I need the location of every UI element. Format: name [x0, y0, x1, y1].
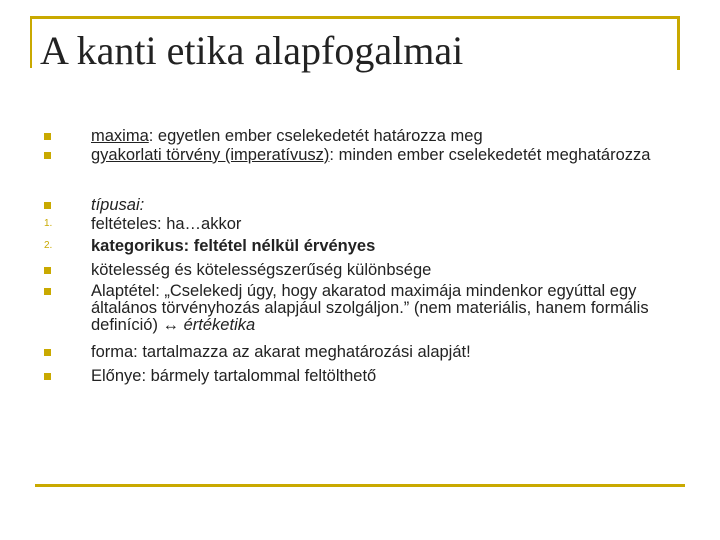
list-item-text: gyakorlati törvény (imperatívusz)	[91, 146, 330, 164]
list-item-text: : egyetlen ember cselekedetét határozza meg	[148, 127, 483, 145]
list-item	[91, 197, 651, 214]
square-bullet-icon	[44, 264, 58, 278]
list-item-text: kategorikus: feltétel nélkül érvényes	[91, 237, 376, 255]
list-item	[91, 344, 651, 361]
list-item-text: értéketika	[183, 316, 256, 334]
list-item	[91, 128, 651, 145]
list-number	[44, 218, 58, 232]
square-bullet-icon	[44, 370, 58, 384]
square-bullet-icon	[44, 149, 58, 163]
list-number	[44, 240, 58, 254]
square-bullet-shape	[44, 288, 51, 295]
square-bullet-shape	[44, 202, 51, 209]
list-item	[91, 147, 651, 164]
list-item	[91, 238, 651, 255]
square-bullet-icon	[44, 285, 58, 299]
list-item	[91, 368, 651, 385]
slide-title: A kanti etika alapfogalmai	[40, 28, 464, 73]
square-bullet-icon	[44, 346, 58, 360]
list-item-text: típusai:	[91, 196, 145, 214]
frame-bottom-line	[35, 484, 685, 487]
list-item	[91, 283, 651, 334]
list-number-label: 1.	[44, 218, 53, 229]
list-item-text: maxima	[91, 127, 149, 145]
list-item	[91, 216, 651, 233]
square-bullet-icon	[44, 130, 58, 144]
list-item-text: feltételes: ha…akkor	[91, 215, 242, 233]
list-item	[91, 262, 651, 279]
square-bullet-shape	[44, 152, 51, 159]
list-item-text: Alaptétel: „Cselekedj úgy, hogy akaratod maximája mindenkor egyúttal egy általános törvényhozás alapjául szolgáljon.” (nem materiális, hanem formális definíció) ↔	[91, 282, 649, 334]
list-item-text: kötelesség és kötelességszerűség különbsége	[91, 261, 432, 279]
frame-left-line	[30, 16, 32, 68]
square-bullet-shape	[44, 133, 51, 140]
list-item-text: forma: tartalmazza az akarat meghatározási alapját!	[91, 343, 471, 361]
square-bullet-shape	[44, 267, 51, 274]
frame-top-line	[30, 16, 680, 19]
frame-right-line	[677, 16, 680, 70]
list-item-text: : minden ember cselekedetét meghatározza	[329, 146, 651, 164]
square-bullet-shape	[44, 373, 51, 380]
list-number-label: 2.	[44, 240, 53, 251]
square-bullet-shape	[44, 349, 51, 356]
square-bullet-icon	[44, 199, 58, 213]
list-item-text: Előnye: bármely tartalommal feltölthető	[91, 367, 377, 385]
